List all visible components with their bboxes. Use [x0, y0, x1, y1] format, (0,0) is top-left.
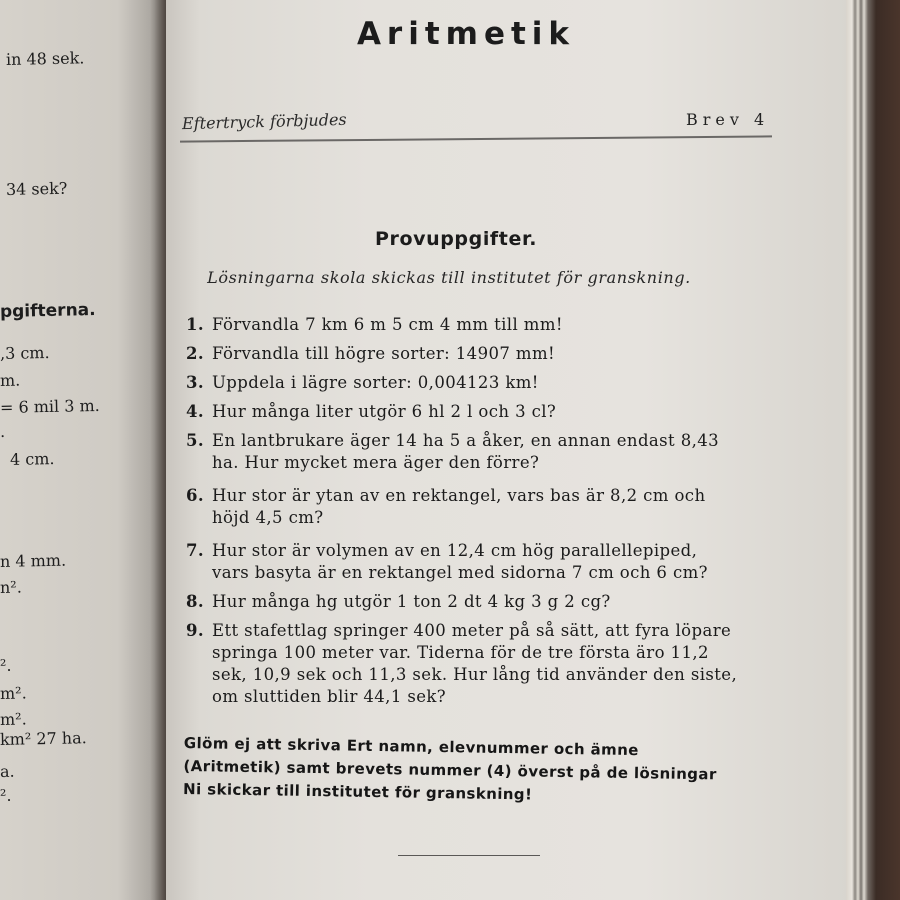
left-page-fragment: ².: [0, 785, 12, 805]
left-page-fragment: m.: [0, 370, 21, 390]
left-page-fragment: ².: [0, 655, 12, 675]
task-text: Förvandla till högre sorter: 14907 mm!: [212, 344, 556, 363]
book-page-edges: [846, 0, 900, 900]
task-text: Hur stor är volymen av en 12,4 cm hög parallellepiped, vars basyta är en rektangel med sidorna 7 cm och 6 cm?: [212, 541, 708, 582]
left-page-fragment: n².: [0, 577, 23, 597]
submission-reminder: Glöm ej att skriva Ert namn, elevnummer och ämne (Aritmetik) samt brevets nummer (4) överst på de lösningar Ni skickar till institutet för granskning!: [182, 733, 717, 804]
left-page-fragment: 4 cm.: [9, 449, 55, 469]
task-text: Hur stor är ytan av en rektangel, vars bas är 8,2 cm och höjd 4,5 cm?: [212, 486, 706, 527]
task-text: En lantbrukare äger 14 ha 5 a åker, en annan endast 8,43 ha. Hur mycket mera äger den förre?: [212, 431, 720, 472]
left-page-fragment: a.: [0, 761, 15, 781]
left-page-fragment: pgifterna.: [0, 299, 96, 322]
task-item: [186, 343, 766, 365]
task-number: 6.: [186, 486, 205, 505]
task-item: [186, 540, 766, 584]
task-item: [186, 401, 766, 423]
task-item: [186, 430, 766, 474]
task-number: 5.: [186, 431, 205, 450]
left-page-fragment: m².: [0, 683, 27, 703]
task-item: [186, 591, 766, 613]
task-number: 9.: [186, 621, 205, 640]
task-list: [186, 314, 766, 708]
task-text: Förvandla 7 km 6 m 5 cm 4 mm till mm!: [212, 315, 563, 334]
task-number: 4.: [186, 402, 205, 421]
task-item: [186, 372, 766, 394]
copyright-notice: Eftertryck förbjudes: [181, 109, 347, 134]
main-page: [166, 0, 848, 900]
task-number: 3.: [186, 373, 205, 392]
left-page-fragment: n 4 mm.: [0, 550, 67, 571]
section-title: Provuppgifter.: [374, 228, 538, 250]
page-title: Aritmetik: [356, 16, 576, 52]
previous-page: [0, 0, 168, 900]
left-page-fragment: 34 sek?: [5, 178, 68, 199]
left-page-fragment: ,3 cm.: [0, 342, 50, 363]
task-text: Ett stafettlag springer 400 meter på så sätt, att fyra löpare springa 100 meter var. Tiderna för de tre första äro 11,2 sek, 10,9 sek och 11,3 sek. Hur lång tid använder den siste, om sluttiden blir 44,1 sek?: [212, 621, 738, 706]
footer-divider: [398, 855, 540, 856]
left-page-fragment: in 48 sek.: [5, 48, 85, 69]
section-subtitle: Lösningarna skola skickas till institutet för granskning.: [207, 268, 691, 287]
task-item: [186, 620, 766, 708]
task-item: [186, 485, 766, 529]
left-page-fragment: m².: [0, 709, 27, 729]
letter-number: Brev 4: [686, 110, 770, 129]
left-page-fragment: .: [0, 421, 6, 441]
task-number: 7.: [186, 541, 205, 560]
left-page-fragment: km² 27 ha.: [0, 728, 87, 749]
left-page-fragment: = 6 mil 3 m.: [0, 395, 100, 417]
task-text: Hur många liter utgör 6 hl 2 l och 3 cl?: [212, 402, 557, 421]
task-text: Uppdela i lägre sorter: 0,004123 km!: [212, 373, 539, 392]
task-number: 1.: [186, 315, 205, 334]
header-divider: [180, 135, 772, 142]
task-number: 8.: [186, 592, 205, 611]
task-text: Hur många hg utgör 1 ton 2 dt 4 kg 3 g 2 cg?: [212, 592, 611, 611]
task-item: [186, 314, 766, 336]
task-number: 2.: [186, 344, 205, 363]
